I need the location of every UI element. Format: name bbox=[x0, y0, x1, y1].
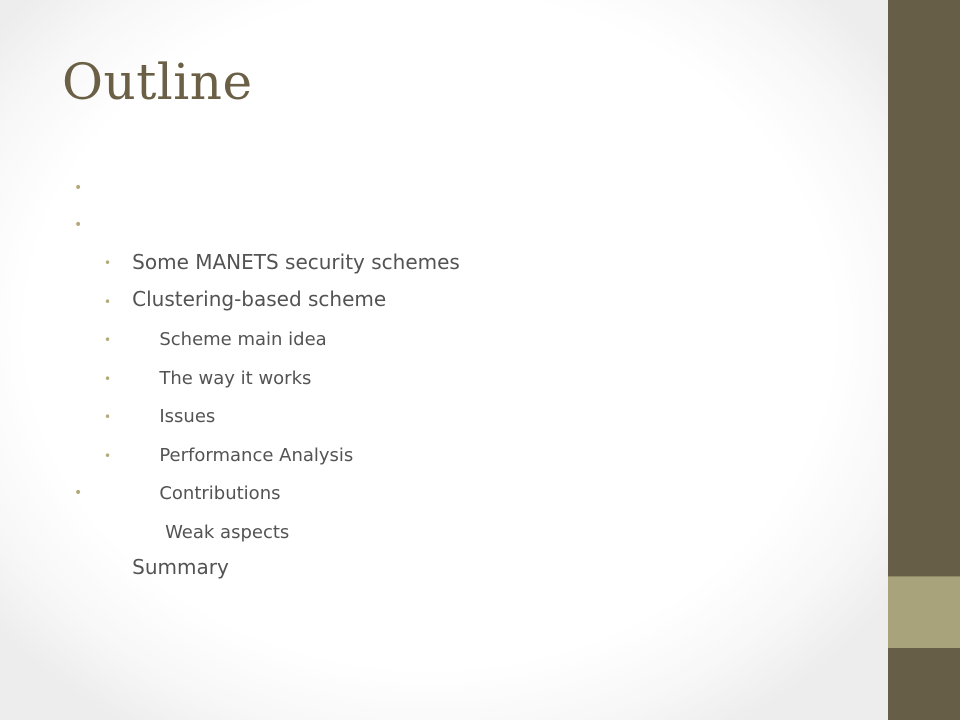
bullet-text: Weak aspects bbox=[159, 521, 290, 543]
bullet-icon: • bbox=[74, 485, 83, 501]
bullet-text: Issues bbox=[159, 406, 216, 427]
bullet-text: Clustering-based scheme bbox=[132, 287, 387, 311]
bullet-text: Some MANETS security schemes bbox=[132, 250, 460, 274]
bullet-text: Summary bbox=[132, 555, 229, 579]
sidebar-accent-middle bbox=[888, 576, 960, 648]
bullet-text: Contributions bbox=[159, 483, 281, 504]
bullet-icon: • bbox=[104, 294, 112, 309]
sidebar-accent-bottom bbox=[888, 648, 960, 720]
bullet-item bbox=[70, 170, 460, 274]
bullet-text: Performance Analysis bbox=[159, 444, 354, 466]
bullet-text: The way it works bbox=[159, 367, 312, 389]
sidebar-divider bbox=[888, 576, 960, 577]
bullet-icon: • bbox=[74, 180, 83, 196]
sidebar-accent-top bbox=[888, 0, 960, 576]
bullet-icon: • bbox=[104, 448, 112, 463]
bullet-icon: • bbox=[104, 410, 112, 424]
bullet-list bbox=[70, 170, 460, 579]
slide-title: Outline bbox=[62, 53, 253, 111]
bullet-icon: • bbox=[74, 217, 83, 233]
bullet-icon: • bbox=[104, 256, 112, 270]
bullet-icon: • bbox=[104, 371, 112, 386]
bullet-text: Scheme main idea bbox=[159, 329, 327, 350]
bullet-icon: • bbox=[104, 333, 112, 347]
